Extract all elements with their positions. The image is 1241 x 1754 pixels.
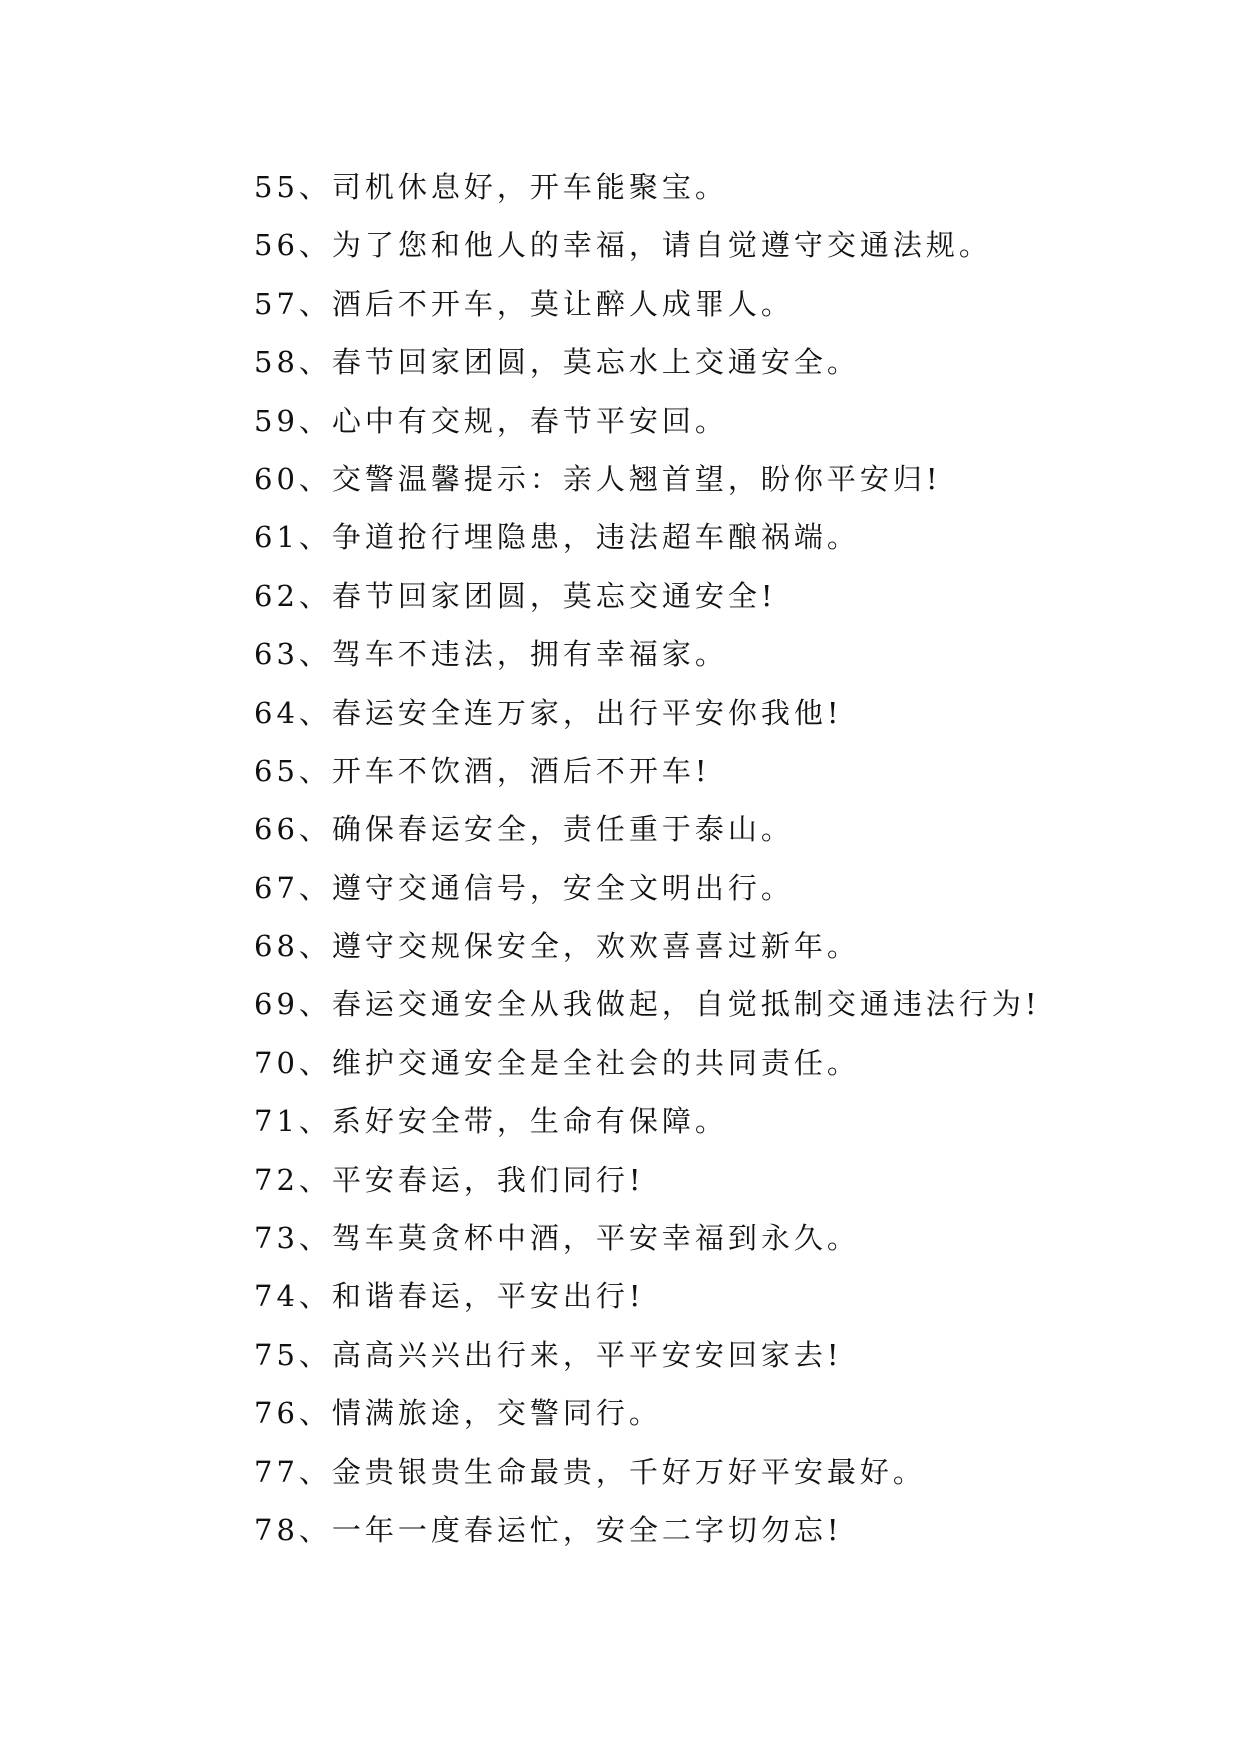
list-item: 67、遵守交通信号，安全文明出行。 [254, 870, 794, 905]
list-item: 78、一年一度春运忙，安全二字切勿忘! [254, 1512, 843, 1547]
list-item: 62、春节回家团圆，莫忘交通安全! [254, 578, 777, 613]
list-item: 61、争道抢行埋隐患，违法超车酿祸端。 [254, 520, 860, 555]
list-item: 60、交警温馨提示：亲人翘首望，盼你平安归! [254, 461, 942, 496]
list-item: 71、系好安全带，生命有保障。 [254, 1104, 728, 1139]
list-item: 64、春运安全连万家，出行平安你我他! [254, 695, 843, 730]
list-item: 74、和谐春运，平安出行! [254, 1279, 645, 1314]
list-item: 68、遵守交规保安全，欢欢喜喜过新年。 [254, 929, 860, 964]
list-item: 63、驾车不违法，拥有幸福家。 [254, 637, 728, 672]
list-item: 57、酒后不开车，莫让醉人成罪人。 [254, 286, 794, 321]
list-item: 69、春运交通安全从我做起，自觉抵制交通违法行为! [254, 987, 1041, 1022]
list-item: 66、确保春运安全，责任重于泰山。 [254, 812, 794, 847]
list-item: 58、春节回家团圆，莫忘水上交通安全。 [254, 345, 860, 380]
slogan-list [254, 158, 1041, 1559]
list-item: 77、金贵银贵生命最贵，千好万好平安最好。 [254, 1454, 926, 1489]
list-item: 76、情满旅途，交警同行。 [254, 1396, 662, 1431]
list-item: 59、心中有交规，春节平安回。 [254, 403, 728, 438]
list-item: 55、司机休息好，开车能聚宝。 [254, 170, 728, 204]
list-item: 75、高高兴兴出行来，平平安安回家去! [254, 1337, 843, 1372]
list-item: 72、平安春运，我们同行! [254, 1162, 645, 1197]
list-item: 73、驾车莫贪杯中酒，平安幸福到永久。 [254, 1221, 860, 1256]
list-item: 65、开车不饮酒，酒后不开车! [254, 753, 711, 788]
list-item: 70、维护交通安全是全社会的共同责任。 [254, 1045, 860, 1080]
list-item: 56、为了您和他人的幸福，请自觉遵守交通法规。 [254, 228, 992, 263]
